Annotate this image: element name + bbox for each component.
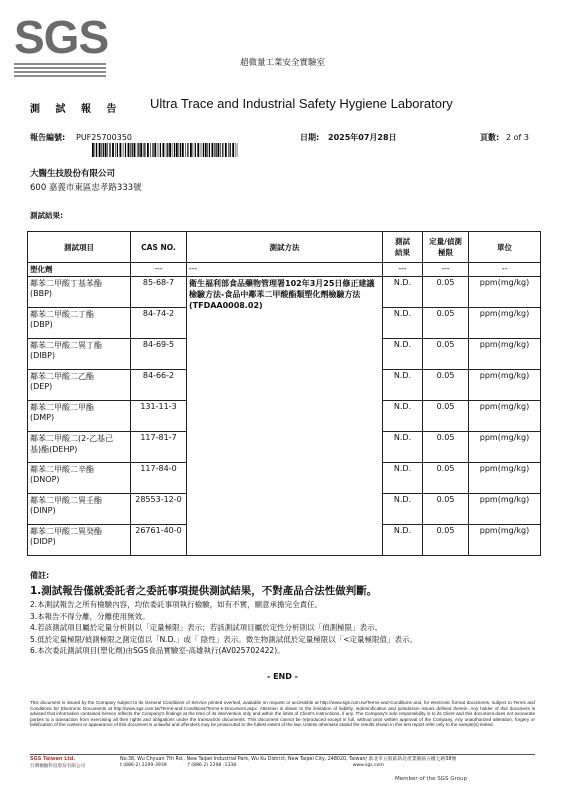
cell-item bbox=[28, 308, 131, 339]
barcode-bar bbox=[207, 143, 208, 157]
cell-item bbox=[28, 277, 131, 308]
barcode-bar bbox=[95, 143, 96, 157]
barcode-bar bbox=[228, 143, 229, 157]
item-abbrev: (DEP) bbox=[30, 382, 53, 391]
note-item: 1.測試報告僅就委託者之委託事項提供測試結果，不對產品合法性做判斷。 bbox=[30, 585, 378, 597]
note-item: 3.本報告不得分離，分離使用無效。 bbox=[30, 611, 150, 621]
barcode-bar bbox=[96, 143, 97, 157]
cell-result: N.D. bbox=[383, 432, 423, 463]
barcode-bar bbox=[230, 143, 231, 157]
report-number-value: PUF25700350 bbox=[76, 133, 132, 142]
footer-contact bbox=[120, 763, 384, 768]
barcode-bar bbox=[125, 143, 126, 157]
cell-loq: 0.05 bbox=[423, 308, 469, 339]
lab-name-zh: 超微量工業安全實驗室 bbox=[239, 58, 325, 68]
barcode-bar bbox=[180, 143, 181, 157]
cell-unit: ppm(mg/kg) bbox=[469, 432, 541, 463]
cell-loq: 0.05 bbox=[423, 370, 469, 401]
barcode-bar bbox=[190, 143, 192, 157]
item-abbrev: (DIDP) bbox=[30, 537, 56, 546]
cell-cas: 117-84-0 bbox=[131, 463, 187, 494]
barcode-bar bbox=[166, 143, 167, 157]
barcode-bar bbox=[201, 143, 202, 157]
page-count-label: 頁數: bbox=[480, 133, 500, 142]
group-loq: --- bbox=[423, 263, 469, 277]
barcode-bar bbox=[205, 143, 207, 157]
barcode-bar bbox=[150, 143, 151, 157]
cell-loq: 0.05 bbox=[423, 401, 469, 432]
barcode-bar bbox=[214, 143, 215, 157]
item-name: 鄰苯二甲酸二乙酯 bbox=[30, 372, 94, 381]
disclaimer: This document is issued by the Company subject to its General Conditions of Service printed overleaf, available on request or accessible at http://www.sgs.com.tw/Terms-and-Conditions and, for electronic format documents, subject to Terms and Conditions for Electronic Documents at http://www.sgs.com.tw/Terms-and-Conditions/Terms-e-Document.aspx. Attention is drawn to the limitation of liability, indemnification and jurisdiction issues defined therein. Any holder of this document is advised that information contained hereon reflects the Company's findings at the time of its intervention only and within the limits of Client's instructions, if any. The Company's sole responsibility is to its Client and this document does not exonerate parties to a transaction from exercising all their rights and obligations under the transaction documents. This document cannot be reproduced except in full, without prior written approval of the Company. Any unauthorized alteration, forgery or falsification of the content or appearance of this document is unlawful and offenders may be prosecuted to the fullest extent of the law. Unless otherwise stated the results shown in this test report refer only to the sample(s) tested. bbox=[30, 700, 535, 728]
barcode-bar bbox=[176, 143, 178, 157]
barcode-bar bbox=[179, 143, 180, 157]
table-row bbox=[28, 277, 541, 308]
header-result-line1: 測試 bbox=[395, 237, 410, 246]
footer-phone: t (886-2) 2299-3939 bbox=[120, 763, 167, 768]
barcode-bar bbox=[103, 143, 104, 157]
note-item: 5.低於定量極限/偵測極限之測定值以「N.D.」或「 陰性」表示。微生物測試低於定量極限以「<定量極限值」表示。 bbox=[30, 634, 418, 644]
barcode-bar bbox=[92, 143, 94, 157]
cell-unit: ppm(mg/kg) bbox=[469, 463, 541, 494]
note-item: 2.本測試報告之所有檢驗內容，均依委託事項執行檢驗，如有不實，願意承擔完全責任。 bbox=[30, 600, 323, 609]
cell-result: N.D. bbox=[383, 339, 423, 370]
header-loq-line2: 極限 bbox=[438, 248, 453, 257]
item-name: 鄰苯二甲酸二異丁酯 bbox=[30, 341, 102, 350]
results-table bbox=[27, 231, 541, 556]
barcode-bar bbox=[216, 143, 217, 157]
barcode-bar bbox=[137, 143, 138, 157]
barcode-bar bbox=[193, 143, 194, 157]
cell-unit: ppm(mg/kg) bbox=[469, 339, 541, 370]
item-name: 鄰苯二甲酸丁基苯酯 bbox=[30, 279, 102, 288]
cell-item bbox=[28, 339, 131, 370]
barcode-bar bbox=[187, 143, 188, 157]
cell-item bbox=[28, 525, 131, 556]
cell-result: N.D. bbox=[383, 525, 423, 556]
barcode-bar bbox=[195, 143, 196, 157]
cell-cas: 84-66-2 bbox=[131, 370, 187, 401]
barcode-bar bbox=[222, 143, 223, 157]
barcode-bar bbox=[236, 143, 237, 157]
barcode-bar bbox=[167, 143, 168, 157]
barcode-bar bbox=[220, 143, 221, 157]
report-date-value: 2025年07月28日 bbox=[328, 133, 397, 142]
group-row bbox=[28, 263, 541, 277]
cell-unit: ppm(mg/kg) bbox=[469, 401, 541, 432]
cell-result: N.D. bbox=[383, 277, 423, 308]
barcode-bar bbox=[154, 143, 156, 157]
client-address: 600 嘉義市東區忠孝路333號 bbox=[30, 183, 142, 193]
cell-loq: 0.05 bbox=[423, 525, 469, 556]
cell-loq: 0.05 bbox=[423, 494, 469, 525]
header-method: 測試方法 bbox=[187, 232, 383, 263]
item-abbrev: (DNOP) bbox=[30, 475, 60, 484]
cell-unit: ppm(mg/kg) bbox=[469, 494, 541, 525]
note-item: 4.若該測試項目屬於定量分析則以「定量極限」表示；若該測試項目屬於定性分析則以「偵測極限」表示。 bbox=[30, 623, 383, 632]
footer-member: Member of the SGS Group bbox=[395, 776, 467, 782]
cell-unit: ppm(mg/kg) bbox=[469, 525, 541, 556]
barcode-bar bbox=[123, 143, 124, 157]
barcode-bar bbox=[174, 143, 175, 157]
barcode-bar bbox=[169, 143, 171, 157]
page-count-value: 2 of 3 bbox=[506, 133, 529, 142]
notes-title: 備註: bbox=[30, 571, 50, 580]
cell-item bbox=[28, 370, 131, 401]
item-abbrev: (DIBP) bbox=[30, 351, 56, 360]
cell-result: N.D. bbox=[383, 463, 423, 494]
item-name: 鄰苯二甲酸二辛酯 bbox=[30, 465, 94, 474]
group-result: --- bbox=[383, 263, 423, 277]
item-abbrev: (DBP) bbox=[30, 320, 53, 329]
cell-cas: 28553-12-0 bbox=[131, 494, 187, 525]
client-company: 大醫生技股份有限公司 bbox=[30, 169, 116, 179]
cell-result: N.D. bbox=[383, 401, 423, 432]
item-abbrev: (DINP) bbox=[30, 506, 56, 515]
barcode-bar bbox=[105, 143, 107, 157]
group-name: 塑化劑 bbox=[28, 263, 131, 277]
barcode-bar bbox=[185, 143, 186, 157]
header-result bbox=[383, 232, 423, 263]
barcode-bar bbox=[225, 143, 227, 157]
barcode-bar bbox=[128, 143, 130, 157]
cell-item bbox=[28, 494, 131, 525]
barcode-bar bbox=[117, 143, 118, 157]
page-count bbox=[480, 132, 529, 143]
cell-loq: 0.05 bbox=[423, 463, 469, 494]
barcode-bar bbox=[99, 143, 101, 157]
barcode-bar bbox=[182, 143, 184, 157]
cell-unit: ppm(mg/kg) bbox=[469, 308, 541, 339]
barcode-bar bbox=[203, 143, 204, 157]
item-abbrev: 基)酯(DEHP) bbox=[30, 445, 78, 454]
cell-unit: ppm(mg/kg) bbox=[469, 277, 541, 308]
cell-result: N.D. bbox=[383, 494, 423, 525]
note-item: 6.本次委託測試項目(塑化劑)由SGS食品實驗室-高雄執行(AV025702422)。 bbox=[30, 646, 285, 655]
barcode-bar bbox=[163, 143, 165, 157]
sgs-logo: SGS bbox=[14, 11, 109, 63]
header-loq-line1: 定量/偵測 bbox=[429, 237, 462, 246]
end-marker: - END - bbox=[266, 672, 298, 681]
barcode-bar bbox=[112, 143, 114, 157]
item-abbrev: (DMP) bbox=[30, 413, 55, 422]
cell-cas: 84-74-2 bbox=[131, 308, 187, 339]
lab-name-en: Ultra Trace and Industrial Safety Hygiene Laboratory bbox=[150, 96, 453, 111]
barcode-bar bbox=[130, 143, 131, 157]
footer-company-zh: 台灣檢驗科技股份有限公司 bbox=[30, 764, 86, 769]
barcode-bar bbox=[101, 143, 102, 157]
barcode bbox=[92, 143, 238, 157]
barcode-bar bbox=[134, 143, 136, 157]
footer-address: No.38, Wu Chyuan 7th Rd., New Taipei Industrial Park, Wu Ku District, New Taipei City, 248020, Taiwan/ 新北市五股區新北產業園區五權七路38號 bbox=[120, 757, 457, 762]
cell-item bbox=[28, 463, 131, 494]
barcode-bar bbox=[115, 143, 116, 157]
footer-web[interactable]: www.sgs.com bbox=[352, 763, 384, 768]
barcode-bar bbox=[140, 143, 142, 157]
header-result-line2: 結果 bbox=[395, 248, 410, 257]
barcode-bar bbox=[132, 143, 133, 157]
barcode-bar bbox=[109, 143, 110, 157]
barcode-bar bbox=[143, 143, 144, 157]
cell-cas: 26761-40-0 bbox=[131, 525, 187, 556]
cell-item bbox=[28, 401, 131, 432]
item-name: 鄰苯二甲酸二丁酯 bbox=[30, 310, 94, 319]
barcode-bar bbox=[144, 143, 145, 157]
footer-fax: f (886-2) 2298 -1338 bbox=[188, 763, 237, 768]
item-abbrev: (BBP) bbox=[30, 289, 53, 298]
cell-loq: 0.05 bbox=[423, 339, 469, 370]
cell-result: N.D. bbox=[383, 308, 423, 339]
cell-method: 衛生福利部食品藥物管理署102年3月25日修正建議檢驗方法-食品中鄰苯二甲酸酯類塑化劑檢驗方法(TFDAA0008.02) bbox=[187, 277, 383, 556]
item-name: 鄰苯二甲酸二甲酯 bbox=[30, 403, 94, 412]
report-title-zh: 測 試 報 告 bbox=[30, 104, 123, 115]
footer-company-en: SGS Taiwan Ltd. bbox=[30, 756, 76, 762]
barcode-bar bbox=[212, 143, 214, 157]
cell-item bbox=[28, 432, 131, 463]
group-cas: --- bbox=[131, 263, 187, 277]
footer-divider bbox=[30, 754, 535, 755]
cell-cas: 117-81-7 bbox=[131, 432, 187, 463]
item-name: 鄰苯二甲酸二異壬酯 bbox=[30, 496, 102, 505]
barcode-bar bbox=[152, 143, 153, 157]
report-date bbox=[300, 132, 397, 143]
report-date-label: 日期: bbox=[300, 133, 320, 142]
report-number-label: 報告編號: bbox=[30, 133, 66, 142]
barcode-bar bbox=[232, 143, 234, 157]
group-unit: -- bbox=[469, 263, 541, 277]
barcode-bar bbox=[218, 143, 220, 157]
header-item: 測試項目 bbox=[28, 232, 131, 263]
barcode-bar bbox=[107, 143, 108, 157]
header-cas: CAS NO. bbox=[131, 232, 187, 263]
header-unit: 單位 bbox=[469, 232, 541, 263]
barcode-bar bbox=[120, 143, 122, 157]
cell-result: N.D. bbox=[383, 370, 423, 401]
cell-cas: 131-11-3 bbox=[131, 401, 187, 432]
notes-list bbox=[30, 583, 550, 657]
header-loq bbox=[423, 232, 469, 263]
barcode-bar bbox=[147, 143, 149, 157]
barcode-bar bbox=[158, 143, 159, 157]
group-method: --- bbox=[187, 263, 383, 277]
report-number bbox=[30, 132, 132, 143]
barcode-bar bbox=[209, 143, 210, 157]
barcode-bar bbox=[138, 143, 139, 157]
cell-unit: ppm(mg/kg) bbox=[469, 370, 541, 401]
cell-cas: 85-68-7 bbox=[131, 277, 187, 308]
barcode-bar bbox=[172, 143, 173, 157]
results-label: 測試結果: bbox=[30, 211, 63, 220]
cell-loq: 0.05 bbox=[423, 277, 469, 308]
item-name: 鄰苯二甲酸二(2-乙基己 bbox=[30, 434, 114, 443]
item-name: 鄰苯二甲酸二異癸酯 bbox=[30, 527, 102, 536]
table-header-row bbox=[28, 232, 541, 263]
cell-cas: 84-69-5 bbox=[131, 339, 187, 370]
barcode-bar bbox=[197, 143, 199, 157]
barcode-bar bbox=[160, 143, 161, 157]
cell-loq: 0.05 bbox=[423, 432, 469, 463]
